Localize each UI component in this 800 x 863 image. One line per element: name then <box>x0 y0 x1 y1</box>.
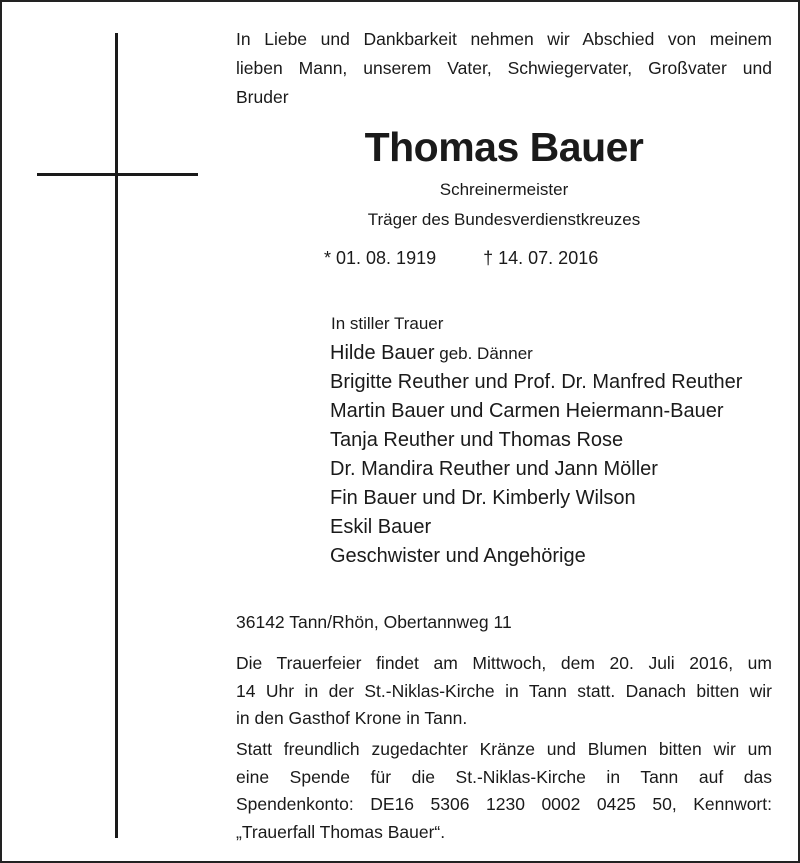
donation-info <box>236 736 772 846</box>
birth-date: * 01. 08. 1919 <box>324 248 437 268</box>
mourner-item <box>330 455 742 484</box>
mourner-item <box>330 484 742 513</box>
mourner-item <box>330 397 742 426</box>
mourner-item <box>330 542 742 571</box>
mourner-suffix: geb. Dänner <box>434 344 533 363</box>
mourner-item <box>330 426 742 455</box>
intro-text <box>236 25 772 112</box>
mourner-name: Geschwister und Angehörige <box>330 545 586 567</box>
cross-vertical-bar <box>115 33 118 838</box>
mourner-name: Eskil Bauer <box>330 516 432 538</box>
address: 36142 Tann/Rhön, Obertannweg 11 <box>236 612 512 632</box>
mourning-heading: In stiller Trauer <box>331 314 444 333</box>
deceased-name: Thomas Bauer <box>364 124 644 170</box>
mourner-name: Martin Bauer und Carmen Heiermann-Bauer <box>330 400 724 422</box>
intro-line: In Liebe und Dankbarkeit nehmen wir Abschied von meinem <box>236 29 772 49</box>
mourner-name: Brigitte Reuther und Prof. Dr. Manfred Reuther <box>330 371 743 393</box>
cross-horizontal-bar <box>37 173 198 176</box>
funeral-line: Die Trauerfeier findet am Mittwoch, dem 20. Juli 2016, um <box>236 653 772 673</box>
donation-line: Statt freundlich zugedachter Kränze und Blumen bitten wir um <box>236 739 772 759</box>
donation-line: eine Spende für die St.-Niklas-Kirche in Tann auf das <box>236 766 772 787</box>
funeral-line: 14 Uhr in der St.-Niklas-Kirche in Tann statt. Danach bitten wir <box>236 680 772 701</box>
donation-line: Spendenkonto: DE16 5306 1230 0002 0425 50, Kennwort: <box>236 794 772 814</box>
mourner-item <box>330 513 742 542</box>
mourner-name: Dr. Mandira Reuther und Jann Möller <box>330 458 658 480</box>
funeral-info <box>236 650 772 733</box>
mourner-item <box>330 339 742 368</box>
profession: Schreinermeister <box>439 180 569 199</box>
honor: Träger des Bundesverdienstkreuzes <box>367 210 641 229</box>
life-dates <box>324 246 598 270</box>
mourner-name: Fin Bauer und Dr. Kimberly Wilson <box>330 487 636 509</box>
mourner-item <box>330 368 742 397</box>
intro-line: lieben Mann, unserem Vater, Schwiegervater, Großvater und <box>236 58 772 78</box>
death-date: † 14. 07. 2016 <box>483 248 599 268</box>
mourner-name: Tanja Reuther und Thomas Rose <box>330 429 624 451</box>
intro-line: Bruder <box>236 87 289 107</box>
donation-line: „Trauerfall Thomas Bauer“. <box>236 821 446 842</box>
mourner-list <box>330 339 742 571</box>
funeral-line: in den Gasthof Krone in Tann. <box>236 708 468 728</box>
mourner-name: Hilde Bauer <box>330 342 435 364</box>
